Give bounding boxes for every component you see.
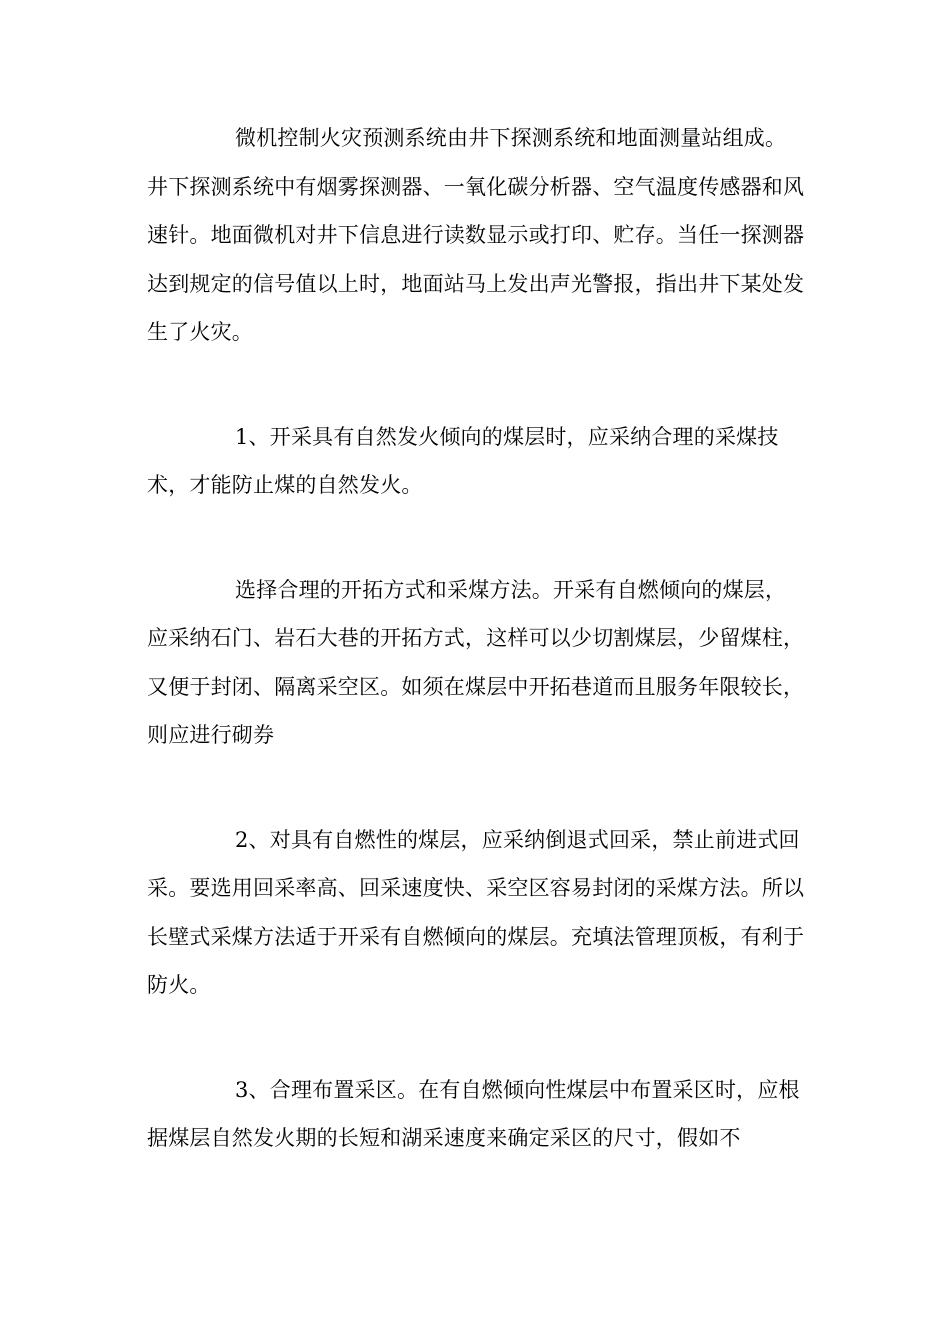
- paragraph-item-2: 2、对具有自燃性的煤层，应采纳倒退式回采，禁止前进式回采。要选用回采率高、回采速度快、采空区容易封闭的采煤方法。所以长壁式采煤方法适于开采有自燃倾向的煤层。充填法管理顶板，有利于防火。: [147, 827, 805, 997]
- document-body: [147, 114, 807, 1163]
- paragraph-item-1: 1、开采具有自然发火倾向的煤层时，应采纳合理的采煤技术，才能防止煤的自然发火。: [147, 424, 779, 497]
- paragraph-item-3: 3、合理布置采区。在有自燃倾向性煤层中布置采区时，应根据煤层自然发火期的长短和湖采速度来确定采区的尺寸，假如不: [147, 1077, 800, 1150]
- paragraph-development-method: 选择合理的开拓方式和采煤方法。开采有自燃倾向的煤层，应采纳石门、岩石大巷的开拓方式，这样可以少切割煤层，少留煤柱，又便于封闭、隔离采空区。如须在煤层中开拓巷道而且服务年限较长，则应进行砌券: [147, 577, 805, 747]
- paragraph-fire-prediction-system: 微机控制火灾预测系统由井下探测系统和地面测量站组成。井下探测系统中有烟雾探测器、一氧化碳分析器、空气温度传感器和风速针。地面微机对井下信息进行读数显示或打印、贮存。当任一探测器达到规定的信号值以上时，地面站马上发出声光警报，指出井下某处发生了火灾。: [147, 126, 805, 344]
